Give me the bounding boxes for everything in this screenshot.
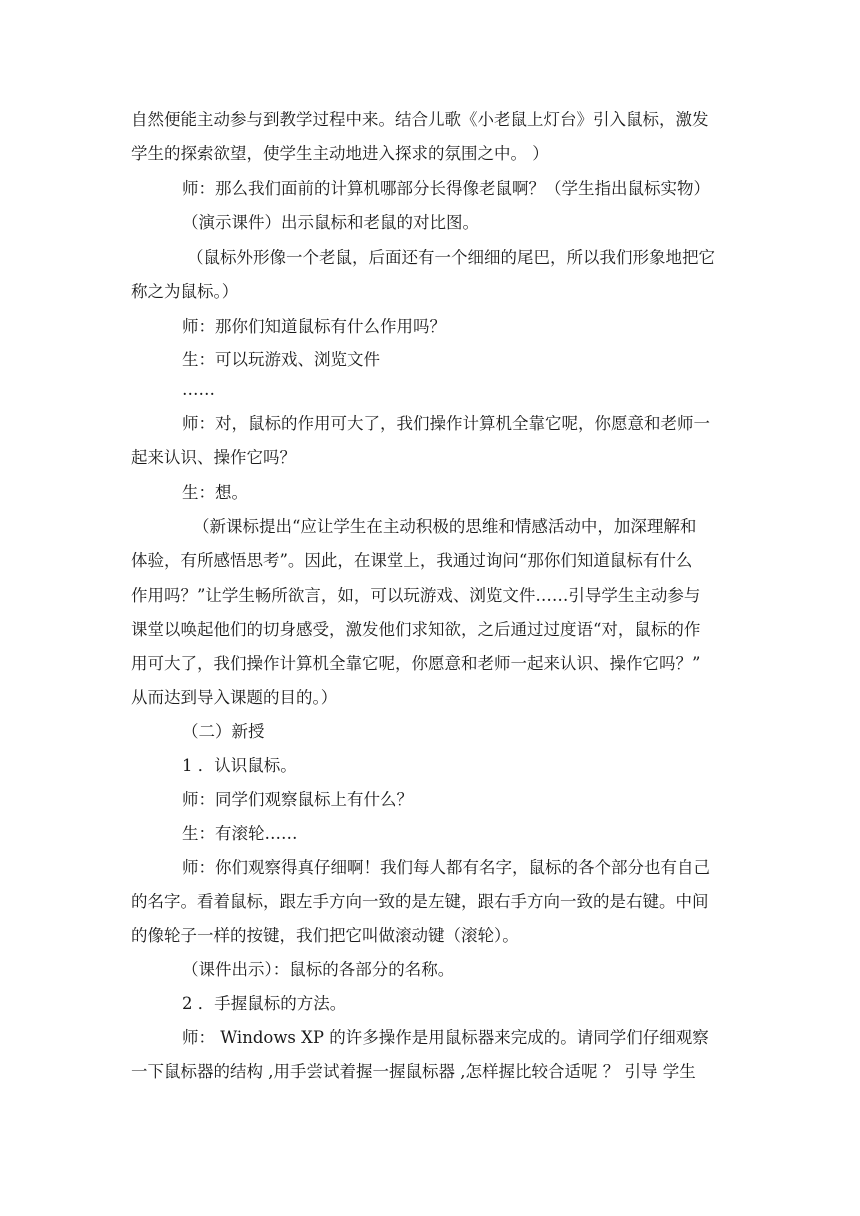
text-line: （新课标提出“应让学生在主动积极的思维和情感活动中，加深理解和 (193, 517, 697, 536)
text-line: 课堂以唤起他们的切身感受，激发他们求知欲，之后通过过度语“对，鼠标的作 (131, 620, 701, 639)
text-line: 2 ．手握鼠标的方法。 (182, 994, 347, 1013)
text-line: （演示课件）出示鼠标和老鼠的对比图。 (182, 213, 479, 232)
text-line: 的名字。看着鼠标，跟左手方向一致的是左键，跟右手方向一致的是右键。中间 (131, 892, 709, 911)
text-line: 师： Windows XP 的许多操作是用鼠标器来完成的。请同学们仔细观察 (182, 1028, 709, 1047)
text-line: 师：那你们知道鼠标有什么作用吗？ (182, 317, 446, 336)
text-line: （课件出示）：鼠标的各部分的名称。 (182, 960, 455, 979)
text-line: 师：同学们观察鼠标上有什么？ (182, 790, 413, 809)
text-line: 一下鼠标器的结构 ,用手尝试着握一握鼠标器 ,怎样握比较合适呢 ？ 引导 学生 (131, 1062, 696, 1081)
text-line: 学生的探索欲望，使学生主动地进入探求的氛围之中。 ） (131, 144, 549, 163)
text-line: 起来认识、操作它吗？ (131, 448, 296, 467)
text-line: 生：有滚轮…… (182, 824, 298, 843)
text-line: 自然便能主动参与到教学过程中来。结合儿歌《小老鼠上灯台》引入鼠标，激发 (131, 110, 709, 129)
text-line: 体验，有所感悟思考”。因此，在课堂上，我通过询问“那你们知道鼠标有什么 (131, 551, 693, 570)
text-line: 作用吗？”让学生畅所欲言，如，可以玩游戏、浏览文件……引导学生主动参与 (131, 586, 701, 605)
text-line: 师：你们观察得真仔细啊！我们每人都有名字，鼠标的各个部分也有自己 (182, 858, 710, 877)
text-line: 师：那么我们面前的计算机哪部分长得像老鼠啊？（学生指出鼠标实物） (182, 179, 710, 198)
text-line: 生：可以玩游戏、浏览文件 (182, 350, 380, 369)
text-line: 1 ．认识鼠标。 (182, 756, 297, 775)
text-line: 生：想。 (182, 483, 248, 502)
text-line: 称之为鼠标。） (131, 282, 239, 301)
text-line: 的像轮子一样的按键，我们把它叫做滚动键（滚轮）。 (131, 926, 519, 945)
text-line: …… (182, 380, 215, 399)
text-line: 师：对，鼠标的作用可大了，我们操作计算机全靠它呢，你愿意和老师一 (182, 414, 710, 433)
text-line: （鼠标外形像一个老鼠，后面还有一个细细的尾巴，所以我们形象地把它 (187, 248, 715, 267)
text-line: 用可大了，我们操作计算机全靠它呢，你愿意和老师一起来认识、操作它吗？” (131, 654, 701, 673)
section-heading: （二）新授 (182, 722, 265, 741)
text-line: 从而达到导入课题的目的。） (131, 688, 338, 707)
